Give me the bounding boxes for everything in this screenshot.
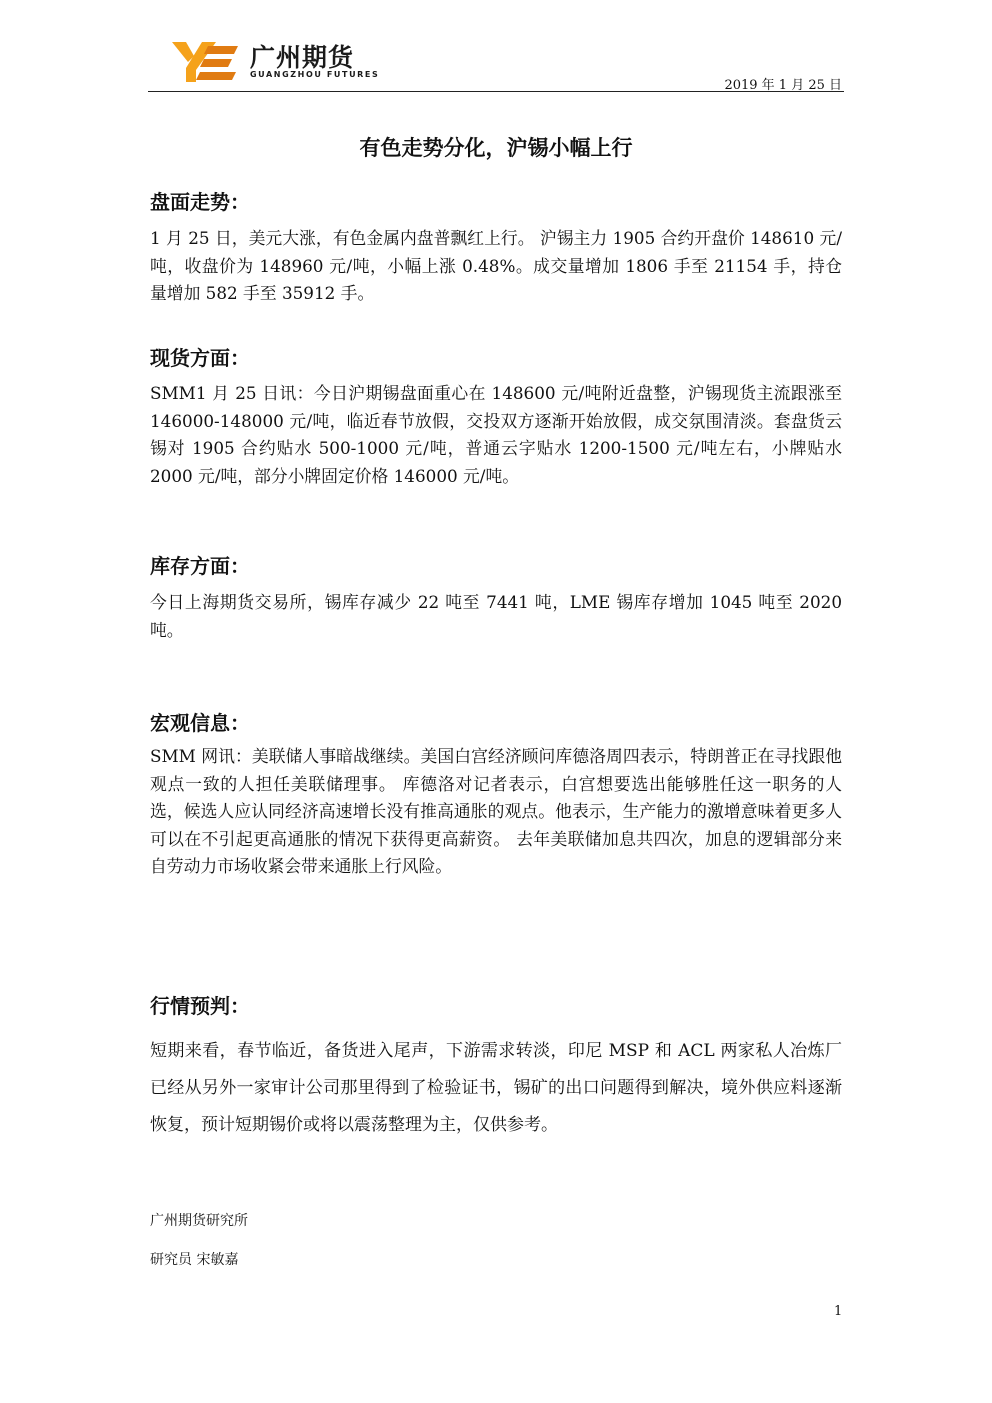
guangzhou-futures-logo-icon [172, 40, 238, 84]
logo-english-name: GUANGZHOU FUTURES [250, 70, 380, 79]
section-heading-market-trend: 盘面走势： [150, 190, 250, 214]
report-title: 有色走势分化，沪锡小幅上行 [359, 136, 633, 160]
section-heading-macro: 宏观信息： [150, 711, 250, 735]
report-date: 2019 年 1 月 25 日 [724, 78, 842, 93]
page-number: 1 [834, 1304, 843, 1319]
footer-organization: 广州期货研究所 [150, 1213, 248, 1229]
section-text-market-trend: 1 月 25 日，美元大涨，有色金属内盘普飘红上行。 沪锡主力 1905 合约开盘价 148610 元/吨，收盘价为 148960 元/吨，小幅上涨 0.48%。成交量增加 1806 手至 21154 手，持仓量增加 582 手至 35912 手。 [150, 228, 842, 303]
logo-chinese-name: 广州期货 [250, 43, 355, 72]
section-text-spot: SMM1 月 25 日讯：今日沪期锡盘面重心在 148600 元/吨附近盘整，沪锡现货主流跟涨至 146000-148000 元/吨，临近春节放假，交投双方逐渐开始放假，成交氛围清淡。套盘货云锡对 1905 合约贴水 500-1000 元/吨，普通云字贴水 1200-1500 元/吨左右，小牌贴水 2000 元/吨，部分小牌固定价格 146000 元/吨。 [150, 383, 842, 486]
footer-researcher: 研究员 宋敏嘉 [150, 1252, 239, 1268]
section-text-macro: SMM 网讯：美联储人事暗战继续。美国白宫经济顾问库德洛周四表示，特朗普正在寻找跟他观点一致的人担任美联储理事。 库德洛对记者表示，白宫想要选出能够胜任这一职务的人选，候选人应认同经济高速增长没有推高通胀的观点。他表示，生产能力的激增意味着更多人可以在不引起更高通胀的情况下获得更高薪资。 去年美联储加息共四次，加息的逻辑部分来自劳动力市场收紧会带来通胀上行风险。 [150, 746, 842, 876]
header-divider [148, 91, 844, 92]
section-heading-inventory: 库存方面： [150, 554, 250, 578]
section-text-outlook: 短期来看，春节临近，备货进入尾声，下游需求转淡，印尼 MSP 和 ACL 两家私人冶炼厂已经从另外一家审计公司那里得到了检验证书，锡矿的出口问题得到解决，境外供应料逐渐恢复，预计短期锡价或将以震荡整理为主，仅供参考。 [150, 1041, 842, 1135]
section-text-inventory: 今日上海期货交易所，锡库存减少 22 吨至 7441 吨，LME 锡库存增加 1045 吨至 2020 吨。 [150, 592, 842, 640]
section-heading-outlook: 行情预判： [150, 994, 250, 1018]
company-logo [172, 38, 380, 86]
section-heading-spot: 现货方面： [150, 346, 250, 370]
